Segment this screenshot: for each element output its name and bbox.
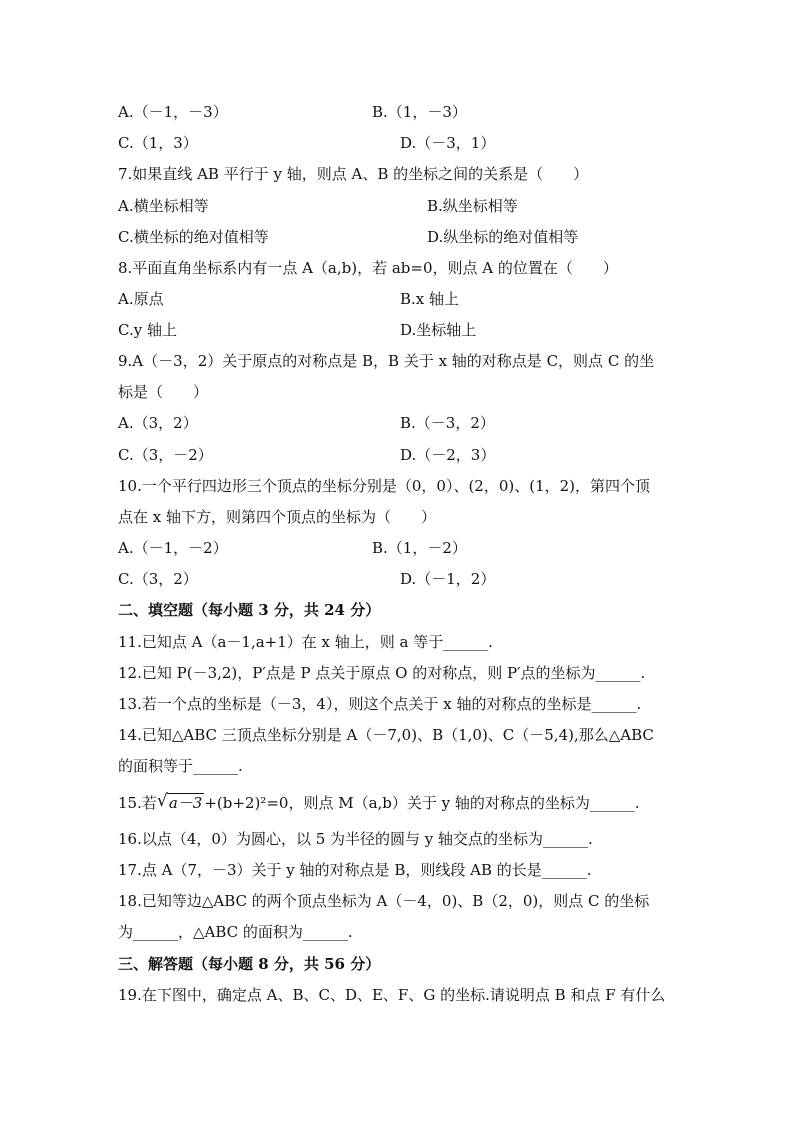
q19-text: 19.在下图中，确定点 A、B、C、D、E、F、G 的坐标.请说明点 B 和点 F 有什么 [118,986,666,1004]
q10-option-b: B.（1，－2） [372,539,467,557]
q9-option-c: C.（3，－2） [118,446,213,464]
q7-stem: 7.如果直线 AB 平行于 y 轴，则点 A、B 的坐标之间的关系是（ ） [118,165,589,183]
q7-option-b: B.纵坐标相等 [427,197,518,215]
q15-suffix: +(b+2)²=0，则点 M（a,b）关于 y 轴的对称点的坐标为______. [204,794,640,812]
q7-option-c: C.横坐标的绝对值相等 [118,228,269,246]
q17-text: 17.点 A（7，－3）关于 y 轴的对称点是 B，则线段 AB 的长是______. [118,861,592,879]
section3-title: 三、解答题（每小题 8 分，共 56 分） [118,955,381,973]
q15-text [118,793,640,813]
q8-option-a: A.原点 [118,290,164,308]
q10-option-d: D.（－1，2） [400,570,496,588]
q11-text: 11.已知点 A（a－1,a+1）在 x 轴上，则 a 等于______. [118,633,494,651]
q16-text: 16.以点（4，0）为圆心，以 5 为半径的圆与 y 轴交点的坐标为______. [118,830,593,848]
section2-title: 二、填空题（每小题 3 分，共 24 分） [118,601,381,619]
q9-option-a: A.（3，2） [118,414,198,432]
q8-option-d: D.坐标轴上 [400,321,477,339]
q18-line1: 18.已知等边△ABC 的两个顶点坐标为 A（－4，0)、B（2，0)，则点 C 的坐标 [118,892,650,910]
q9-option-b: B.（－3，2） [400,414,495,432]
square-root [156,791,205,813]
q10-option-c: C.（3，2） [118,570,198,588]
q9-stem-line1: 9.A（－3，2）关于原点的对称点是 B，B 关于 x 轴的对称点是 C，则点 C 的坐 [118,352,655,370]
q9-stem-line2: 标是（ ） [118,383,209,401]
q8-option-c: C.y 轴上 [118,321,177,339]
q13-text: 13.若一个点的坐标是（－3，4），则这个点关于 x 轴的对称点的坐标是______. [118,695,642,713]
q18-line2: 为______，△ABC 的面积为______. [118,923,353,941]
q7-option-d: D.纵坐标的绝对值相等 [427,228,579,246]
q8-option-b: B.x 轴上 [400,290,460,308]
q6-option-b: B.（1，－3） [372,103,467,121]
q14-line1: 14.已知△ABC 三顶点坐标分别是 A（－7,0)、B（1,0)、C（－5,4),那么△ABC [118,726,654,744]
q9-option-d: D.（－2，3） [400,446,496,464]
q10-stem-line1: 10.一个平行四边形三个顶点的坐标分别是（0，0）、(2，0)、(1，2)，第四个顶 [118,477,651,495]
q12-text: 12.已知 P(－3,2)，P′点是 P 点关于原点 O 的对称点，则 P′点的坐标为______. [118,664,646,682]
q15-prefix: 15.若 [118,794,157,812]
q14-line2: 的面积等于______. [118,757,243,775]
q10-stem-line2: 点在 x 轴下方，则第四个顶点的坐标为（ ） [118,508,436,526]
q7-option-a: A.横坐标相等 [118,197,209,215]
q6-option-d: D.（－3，1） [400,134,496,152]
radical-sign: √ [156,791,168,811]
q6-option-c: C.（1，3） [118,134,198,152]
q6-option-a: A.（－1，－3） [118,103,228,121]
q8-stem: 8.平面直角坐标系内有一点 A（a,b)，若 ab=0，则点 A 的位置在（ ） [118,259,618,277]
q10-option-a: A.（－1，－2） [118,539,228,557]
q15-radicand: a－3 [168,794,203,812]
